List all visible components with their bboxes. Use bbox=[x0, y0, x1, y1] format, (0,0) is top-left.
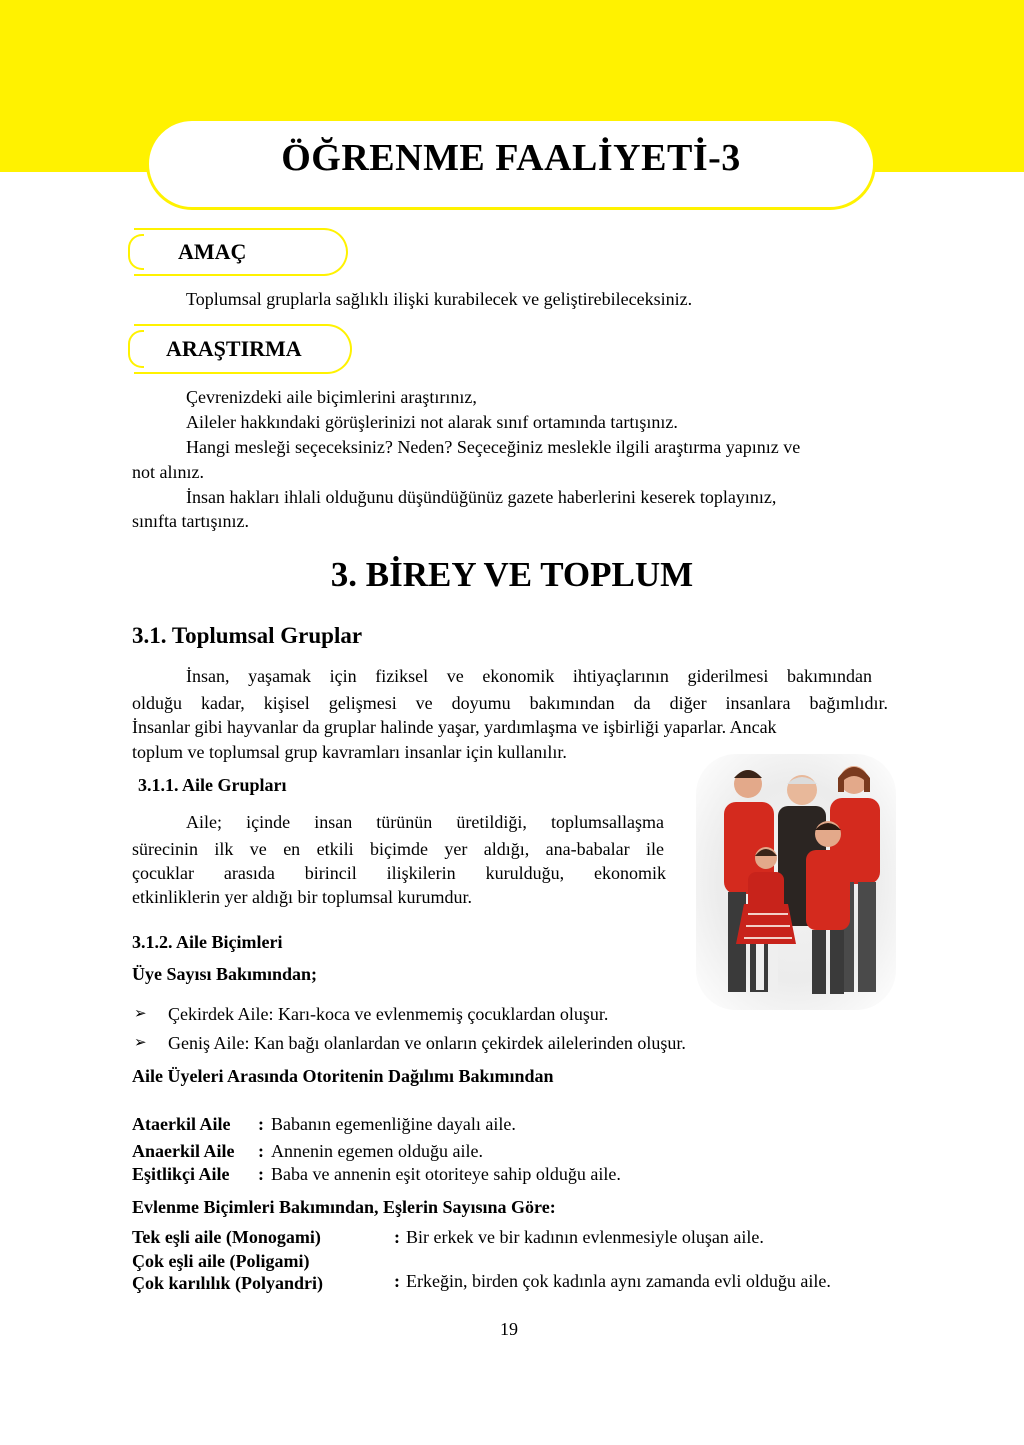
arastirma-line: Çevrenizdeki aile biçimlerini araştırınız, bbox=[186, 387, 477, 407]
subsection-heading: 3.1.2. Aile Biçimleri bbox=[132, 932, 283, 952]
definition: Bir erkek ve bir kadının evlenmesiyle oluşan aile. bbox=[406, 1227, 764, 1247]
paragraph-line: toplum ve toplumsal grup kavramları insanlar için kullanılır. bbox=[132, 742, 567, 762]
term-separator: : bbox=[258, 1164, 264, 1184]
paragraph-line: olduğu kadar, kişisel gelişmesi ve doyumu bakımından da diğer insanlara bağımlıdır. bbox=[132, 693, 888, 713]
term: Ataerkil Aile bbox=[132, 1114, 231, 1134]
list-item: Geniş Aile: Kan bağı olanlardan ve onların çekirdek ailelerinden oluşur. bbox=[168, 1033, 686, 1053]
term-separator: : bbox=[258, 1114, 264, 1134]
uye-heading: Üye Sayısı Bakımından; bbox=[132, 964, 318, 984]
term-separator: : bbox=[258, 1141, 264, 1161]
family-photo bbox=[696, 754, 896, 1010]
amac-label: AMAÇ bbox=[178, 239, 247, 264]
definition: Erkeğin, birden çok kadınla aynı zamanda evli olduğu aile. bbox=[406, 1271, 831, 1291]
paragraph-line: çocuklar arasıda birincil ilişkilerin kurulduğu, ekonomik bbox=[132, 863, 666, 883]
evlenme-heading: Evlenme Biçimleri Bakımından, Eşlerin Sayısına Göre: bbox=[132, 1197, 556, 1217]
paragraph-line: etkinliklerin yer aldığı bir toplumsal kurumdur. bbox=[132, 887, 472, 907]
amac-text: Toplumsal gruplarla sağlıklı ilişki kurabilecek ve geliştirebileceksiniz. bbox=[186, 289, 693, 309]
term: Tek eşli aile (Monogami) bbox=[132, 1227, 321, 1247]
subsection-heading: 3.1.1. Aile Grupları bbox=[138, 775, 287, 795]
list-item: Çekirdek Aile: Karı-koca ve evlenmemiş çocuklardan oluşur. bbox=[168, 1004, 609, 1024]
paragraph-line: sürecinin ilk ve en etkili biçimde yer aldığı, ana-babalar ile bbox=[132, 839, 664, 859]
arastirma-label: ARAŞTIRMA bbox=[166, 336, 302, 361]
paragraph-line: İnsanlar gibi hayvanlar da gruplar halinde yaşar, yardımlaşma ve işbirliği yaparlar. Ancak bbox=[132, 717, 777, 737]
page-number: 19 bbox=[500, 1319, 518, 1339]
definition: Baba ve annenin eşit otoriteye sahip olduğu aile. bbox=[271, 1164, 621, 1184]
term: Eşitlikçi Aile bbox=[132, 1164, 230, 1184]
chapter-title: 3. BİREY VE TOPLUM bbox=[330, 555, 694, 594]
page-title: ÖĞRENME FAALİYETİ-3 bbox=[281, 137, 741, 179]
arrowhead-bullet-icon: ➢ bbox=[134, 1004, 147, 1022]
section-heading: 3.1. Toplumsal Gruplar bbox=[132, 623, 363, 648]
arastirma-line: Aileler hakkındaki görüşlerinizi not alarak sınıf ortamında tartışınız. bbox=[186, 412, 678, 432]
arastirma-line: İnsan hakları ihlali olduğunu düşündüğünüz gazete haberlerini keserek toplayınız, bbox=[186, 487, 777, 507]
paragraph-line: Aile; içinde insan türünün üretildiği, toplumsallaşma bbox=[186, 812, 664, 832]
paragraph-line: İnsan, yaşamak için fiziksel ve ekonomik ihtiyaçlarının giderilmesi bakımından bbox=[186, 666, 872, 686]
term: Çok eşli aile (Poligami) bbox=[132, 1251, 310, 1271]
arastirma-line: Hangi mesleği seçeceksiniz? Neden? Seçeceğiniz meslekle ilgili araştırma yapınız ve bbox=[186, 437, 801, 457]
term-separator: : bbox=[394, 1227, 400, 1247]
term-separator: : bbox=[394, 1271, 400, 1291]
otorite-heading: Aile Üyeleri Arasında Otoritenin Dağılımı Bakımından bbox=[132, 1066, 554, 1086]
definition: Babanın egemenliğine dayalı aile. bbox=[271, 1114, 516, 1134]
arastirma-line: sınıfta tartışınız. bbox=[132, 511, 249, 531]
definition: Annenin egemen olduğu aile. bbox=[271, 1141, 483, 1161]
term: Anaerkil Aile bbox=[132, 1141, 235, 1161]
arastirma-line: not alınız. bbox=[132, 462, 204, 482]
term: Çok karılılık (Polyandri) bbox=[132, 1273, 324, 1293]
arrowhead-bullet-icon: ➢ bbox=[134, 1033, 147, 1051]
